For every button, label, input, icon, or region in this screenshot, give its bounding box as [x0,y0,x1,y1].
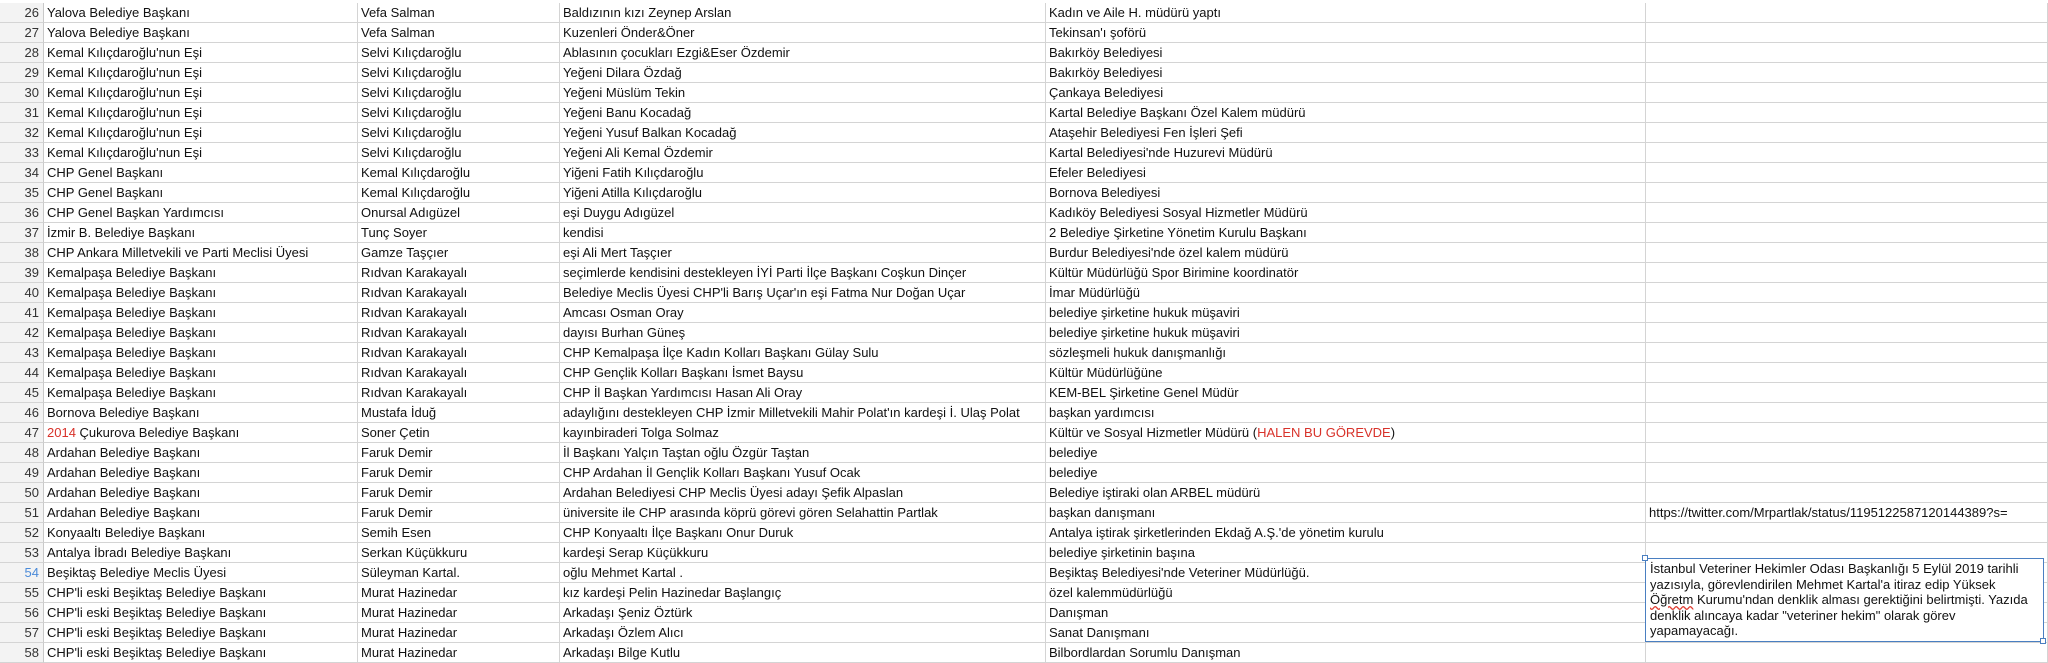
cell-e[interactable] [1646,643,2048,663]
cell-d[interactable] [1046,423,1646,443]
cell-e[interactable] [1646,483,2048,503]
cell-e[interactable]: https://twitter.com/Mrpartlak/status/1195122587120144389?s= [1646,503,2048,523]
resize-handle-top-left[interactable] [1642,555,1648,561]
cell-d[interactable]: Kartal Belediyesi'nde Huzurevi Müdürü [1046,143,1646,163]
cell-c[interactable]: Yeğeni Yusuf Balkan Kocadağ [560,123,1046,143]
cell-d[interactable]: Kültür Müdürlüğü Spor Birimine koordinatör [1046,263,1646,283]
cell-c[interactable]: kız kardeşi Pelin Hazinedar Başlangıç [560,583,1046,603]
cell-d[interactable]: Belediye iştiraki olan ARBEL müdürü [1046,483,1646,503]
row-header[interactable]: 51 [0,503,44,523]
cell-c[interactable]: seçimlerde kendisini destekleyen İYİ Parti İlçe Başkanı Coşkun Dinçer [560,263,1046,283]
cell-b[interactable]: Selvi Kılıçdaroğlu [358,63,560,83]
row-header[interactable]: 41 [0,303,44,323]
cell-b[interactable]: Süleyman Kartal. [358,563,560,583]
cell-a[interactable]: Kemal Kılıçdaroğlu'nun Eşi [44,63,358,83]
cell-e[interactable] [1646,183,2048,203]
row-header[interactable]: 35 [0,183,44,203]
cell-d[interactable]: Bakırköy Belediyesi [1046,43,1646,63]
cell-d[interactable]: Efeler Belediyesi [1046,163,1646,183]
cell-a[interactable]: CHP'li eski Beşiktaş Belediye Başkanı [44,623,358,643]
cell-b[interactable]: Soner Çetin [358,423,560,443]
table-row[interactable] [0,383,2048,403]
cell-c[interactable]: kardeşi Serap Küçükkuru [560,543,1046,563]
cell-e[interactable] [1646,463,2048,483]
cell-d[interactable]: İmar Müdürlüğü [1046,283,1646,303]
cell-e[interactable] [1646,303,2048,323]
row-header[interactable]: 34 [0,163,44,183]
cell-b[interactable]: Gamze Taşçıer [358,243,560,263]
cell-a[interactable]: CHP Genel Başkanı [44,163,358,183]
cell-e[interactable] [1646,363,2048,383]
cell-c[interactable]: CHP Ardahan İl Gençlik Kolları Başkanı Yusuf Ocak [560,463,1046,483]
cell-c[interactable]: oğlu Mehmet Kartal . [560,563,1046,583]
cell-d[interactable]: sözleşmeli hukuk danışmanlığı [1046,343,1646,363]
table-row[interactable] [0,223,2048,243]
status-highlight: HALEN BU GÖREVDE [1257,425,1391,440]
comment-text-start: İstanbul Veteriner Hekimler Odası Başkanlığı 5 Eylül 2019 tarihli yazısıyla, görevlendirilen Mehmet Kartal'a itiraz edip Yüksek [1650,561,2019,592]
cell-e[interactable] [1646,243,2048,263]
table-row[interactable] [0,3,2048,23]
cell-a[interactable]: Ardahan Belediye Başkanı [44,503,358,523]
cell-d[interactable]: Çankaya Belediyesi [1046,83,1646,103]
cell-d[interactable]: belediye şirketine hukuk müşaviri [1046,303,1646,323]
resize-handle-bottom-right[interactable] [2040,638,2046,644]
table-row[interactable] [0,423,2048,443]
cell-a[interactable]: Beşiktaş Belediye Meclis Üyesi [44,563,358,583]
cell-b[interactable]: Selvi Kılıçdaroğlu [358,103,560,123]
cell-a[interactable]: Kemalpaşa Belediye Başkanı [44,363,358,383]
cell-e[interactable] [1646,223,2048,243]
cell-d[interactable]: belediye [1046,443,1646,463]
cell-a[interactable]: Kemalpaşa Belediye Başkanı [44,323,358,343]
cell-c[interactable]: Arkadaşı Bilge Kutlu [560,643,1046,663]
row-header[interactable]: 49 [0,463,44,483]
cell-d[interactable]: Ataşehir Belediyesi Fen İşleri Şefi [1046,123,1646,143]
row-header[interactable]: 28 [0,43,44,63]
cell-c[interactable]: İl Başkanı Yalçın Taştan oğlu Özgür Taştan [560,443,1046,463]
cell-e[interactable] [1646,123,2048,143]
table-row[interactable] [0,463,2048,483]
cell-c[interactable]: Yiğeni Atilla Kılıçdaroğlu [560,183,1046,203]
cell-text: Kültür ve Sosyal Hizmetler Müdürü ( [1049,425,1258,440]
cell-e[interactable] [1646,343,2048,363]
table-row[interactable] [0,103,2048,123]
cell-d[interactable]: özel kalemmüdürlüğü [1046,583,1646,603]
cell-b[interactable]: Faruk Demir [358,443,560,463]
cell-b[interactable]: Faruk Demir [358,503,560,523]
cell-e[interactable] [1646,63,2048,83]
cell-c[interactable]: Kuzenleri Önder&Öner [560,23,1046,43]
cell-c[interactable]: kayınbiraderi Tolga Solmaz [560,423,1046,443]
table-row[interactable] [0,363,2048,383]
cell-e[interactable] [1646,523,2048,543]
cell-d[interactable]: belediye şirketine hukuk müşaviri [1046,323,1646,343]
cell-a[interactable]: CHP Genel Başkan Yardımcısı [44,203,358,223]
table-row[interactable] [0,43,2048,63]
cell-comment-editor[interactable] [1645,558,2044,642]
cell-b[interactable]: Rıdvan Karakayalı [358,323,560,343]
misspelled-word: Öğretm [1650,592,1694,607]
cell-c[interactable]: üniversite ile CHP arasında köprü görevi gören Selahattin Partlak [560,503,1046,523]
row-header[interactable]: 30 [0,83,44,103]
cell-a[interactable]: Ardahan Belediye Başkanı [44,483,358,503]
cell-b[interactable]: Rıdvan Karakayalı [358,283,560,303]
row-header[interactable]: 54 [0,563,44,583]
cell-c[interactable]: CHP Konyaaltı İlçe Başkanı Onur Duruk [560,523,1046,543]
cell-b[interactable]: Kemal Kılıçdaroğlu [358,163,560,183]
cell-b[interactable]: Selvi Kılıçdaroğlu [358,83,560,103]
cell-b[interactable]: Semih Esen [358,523,560,543]
cell-b[interactable]: Onursal Adıgüzel [358,203,560,223]
cell-d[interactable]: Sanat Danışmanı [1046,623,1646,643]
cell-c[interactable]: Arkadaşı Özlem Alıcı [560,623,1046,643]
cell-b[interactable]: Rıdvan Karakayalı [358,343,560,363]
cell-e[interactable] [1646,83,2048,103]
table-row[interactable] [0,443,2048,463]
cell-a[interactable]: Yalova Belediye Başkanı [44,23,358,43]
cell-b[interactable]: Mustafa İduğ [358,403,560,423]
table-row[interactable] [0,403,2048,423]
cell-d[interactable]: Tekinsan'ı şoförü [1046,23,1646,43]
cell-d[interactable]: Burdur Belediyesi'nde özel kalem müdürü [1046,243,1646,263]
cell-b[interactable]: Selvi Kılıçdaroğlu [358,123,560,143]
cell-c[interactable]: Belediye Meclis Üyesi CHP'li Barış Uçar'ın eşi Fatma Nur Doğan Uçar [560,283,1046,303]
cell-b[interactable]: Selvi Kılıçdaroğlu [358,143,560,163]
cell-b[interactable]: Serkan Küçükkuru [358,543,560,563]
table-row[interactable] [0,503,2048,523]
cell-c[interactable]: Yeğeni Ali Kemal Özdemir [560,143,1046,163]
cell-e[interactable] [1646,203,2048,223]
cell-a[interactable]: Kemalpaşa Belediye Başkanı [44,263,358,283]
cell-a[interactable]: İzmir B. Belediye Başkanı [44,223,358,243]
cell-b[interactable]: Rıdvan Karakayalı [358,383,560,403]
cell-d[interactable]: Kartal Belediye Başkanı Özel Kalem müdürü [1046,103,1646,123]
cell-e[interactable] [1646,403,2048,423]
row-header[interactable]: 57 [0,623,44,643]
row-header[interactable]: 39 [0,263,44,283]
row-header[interactable]: 37 [0,223,44,243]
row-header[interactable]: 53 [0,543,44,563]
cell-a[interactable]: Kemal Kılıçdaroğlu'nun Eşi [44,43,358,63]
cell-b[interactable]: Selvi Kılıçdaroğlu [358,43,560,63]
cell-a[interactable]: Antalya İbradı Belediye Başkanı [44,543,358,563]
table-row[interactable] [0,123,2048,143]
row-header[interactable]: 50 [0,483,44,503]
cell-a[interactable]: CHP Ankara Milletvekili ve Parti Meclisi Üyesi [44,243,358,263]
table-row[interactable] [0,343,2048,363]
cell-d[interactable]: başkan danışmanı [1046,503,1646,523]
table-row[interactable] [0,283,2048,303]
row-header[interactable]: 33 [0,143,44,163]
cell-b[interactable]: Faruk Demir [358,483,560,503]
cell-c[interactable]: CHP Kemalpaşa İlçe Kadın Kolları Başkanı Gülay Sulu [560,343,1046,363]
cell-a[interactable]: Kemal Kılıçdaroğlu'nun Eşi [44,123,358,143]
cell-a[interactable]: Ardahan Belediye Başkanı [44,443,358,463]
table-row[interactable] [0,23,2048,43]
cell-a[interactable]: CHP'li eski Beşiktaş Belediye Başkanı [44,643,358,663]
table-row[interactable] [0,643,2048,663]
cell-c[interactable]: Ablasının çocukları Ezgi&Eser Özdemir [560,43,1046,63]
cell-a[interactable]: Yalova Belediye Başkanı [44,3,358,23]
cell-c[interactable]: Baldızının kızı Zeynep Arslan [560,3,1046,23]
table-row[interactable] [0,63,2048,83]
row-header[interactable]: 26 [0,3,44,23]
cell-b[interactable]: Murat Hazinedar [358,583,560,603]
row-header[interactable]: 45 [0,383,44,403]
cell-a[interactable]: Konyaaltı Belediye Başkanı [44,523,358,543]
cell-b[interactable]: Rıdvan Karakayalı [358,363,560,383]
cell-d[interactable]: belediye şirketinin başına [1046,543,1646,563]
cell-c[interactable]: Yeğeni Müslüm Tekin [560,83,1046,103]
table-row[interactable] [0,163,2048,183]
row-header[interactable]: 56 [0,603,44,623]
cell-e[interactable] [1646,443,2048,463]
cell-b[interactable]: Murat Hazinedar [358,623,560,643]
cell-c[interactable]: adaylığını destekleyen CHP İzmir Milletvekili Mahir Polat'ın kardeşi İ. Ulaş Polat [560,403,1046,423]
cell-e[interactable] [1646,283,2048,303]
cell-d[interactable]: Beşiktaş Belediyesi'nde Veteriner Müdürlüğü. [1046,563,1646,583]
cell-d[interactable]: başkan yardımcısı [1046,403,1646,423]
cell-c[interactable]: CHP İl Başkan Yardımcısı Hasan Ali Oray [560,383,1046,403]
cell-c[interactable]: eşi Ali Mert Taşçıer [560,243,1046,263]
cell-a[interactable]: Kemal Kılıçdaroğlu'nun Eşi [44,103,358,123]
cell-a[interactable]: Kemal Kılıçdaroğlu'nun Eşi [44,143,358,163]
cell-d[interactable]: Bakırköy Belediyesi [1046,63,1646,83]
year-highlight: 2014 [47,425,76,440]
cell-e[interactable] [1646,143,2048,163]
cell-c[interactable]: CHP Gençlik Kolları Başkanı İsmet Baysu [560,363,1046,383]
cell-b[interactable]: Rıdvan Karakayalı [358,263,560,283]
cell-text: Çukurova Belediye Başkanı [75,425,240,440]
row-header[interactable]: 42 [0,323,44,343]
cell-b[interactable]: Kemal Kılıçdaroğlu [358,183,560,203]
table-row[interactable] [0,303,2048,323]
table-row[interactable] [0,83,2048,103]
cell-b[interactable]: Murat Hazinedar [358,643,560,663]
cell-d[interactable]: Kadın ve Aile H. müdürü yaptı [1046,3,1646,23]
cell-c[interactable]: Yeğeni Dilara Özdağ [560,63,1046,83]
cell-a[interactable]: Kemalpaşa Belediye Başkanı [44,383,358,403]
cell-e[interactable] [1646,163,2048,183]
cell-d[interactable]: Bornova Belediyesi [1046,183,1646,203]
row-header[interactable]: 55 [0,583,44,603]
row-header[interactable]: 40 [0,283,44,303]
cell-a[interactable]: Kemalpaşa Belediye Başkanı [44,283,358,303]
cell-c[interactable]: dayısı Burhan Güneş [560,323,1046,343]
cell-e[interactable] [1646,423,2048,443]
cell-d[interactable]: Antalya iştirak şirketlerinden Ekdağ A.Ş.'de yönetim kurulu [1046,523,1646,543]
cell-d[interactable]: Danışman [1046,603,1646,623]
cell-b[interactable]: Tunç Soyer [358,223,560,243]
table-row[interactable] [0,523,2048,543]
cell-b[interactable]: Vefa Salman [358,3,560,23]
cell-c[interactable]: kendisi [560,223,1046,243]
row-header[interactable]: 47 [0,423,44,443]
table-row[interactable] [0,183,2048,203]
cell-e[interactable] [1646,263,2048,283]
row-header[interactable]: 52 [0,523,44,543]
table-row[interactable] [0,263,2048,283]
cell-a[interactable]: CHP'li eski Beşiktaş Belediye Başkanı [44,603,358,623]
table-row[interactable] [0,323,2048,343]
row-header[interactable]: 32 [0,123,44,143]
row-header[interactable]: 46 [0,403,44,423]
table-row[interactable] [0,243,2048,263]
cell-d[interactable]: 2 Belediye Şirketine Yönetim Kurulu Başkanı [1046,223,1646,243]
cell-c[interactable]: Yiğeni Fatih Kılıçdaroğlu [560,163,1046,183]
cell-c[interactable]: Yeğeni Banu Kocadağ [560,103,1046,123]
row-header[interactable]: 36 [0,203,44,223]
cell-a[interactable] [44,423,358,443]
cell-d[interactable]: belediye [1046,463,1646,483]
cell-d[interactable]: Kadıköy Belediyesi Sosyal Hizmetler Müdürü [1046,203,1646,223]
row-header[interactable]: 38 [0,243,44,263]
cell-e[interactable] [1646,103,2048,123]
cell-d[interactable]: Kültür Müdürlüğüne [1046,363,1646,383]
cell-c[interactable]: eşi Duygu Adıgüzel [560,203,1046,223]
comment-text-end: Kurumu'ndan denklik alması gerektiğini belirtmişti. Yazıda denklik alıncaya kadar "veteriner hekim" olarak görev yapamayacağı. [1650,592,2028,638]
row-header[interactable]: 27 [0,23,44,43]
cell-a[interactable]: Ardahan Belediye Başkanı [44,463,358,483]
cell-b[interactable]: Faruk Demir [358,463,560,483]
cell-c[interactable]: Ardahan Belediyesi CHP Meclis Üyesi adayı Şefik Alpaslan [560,483,1046,503]
cell-e[interactable] [1646,43,2048,63]
table-row[interactable] [0,143,2048,163]
row-header[interactable]: 29 [0,63,44,83]
table-row[interactable] [0,203,2048,223]
cell-a[interactable]: Bornova Belediye Başkanı [44,403,358,423]
cell-a[interactable]: Kemalpaşa Belediye Başkanı [44,303,358,323]
cell-b[interactable]: Vefa Salman [358,23,560,43]
cell-a[interactable]: CHP Genel Başkanı [44,183,358,203]
cell-b[interactable]: Murat Hazinedar [358,603,560,623]
cell-e[interactable] [1646,383,2048,403]
cell-a[interactable]: Kemal Kılıçdaroğlu'nun Eşi [44,83,358,103]
cell-d[interactable]: KEM-BEL Şirketine Genel Müdür [1046,383,1646,403]
cell-c[interactable]: Arkadaşı Şeniz Öztürk [560,603,1046,623]
cell-text-suffix: ) [1390,425,1396,440]
cell-e[interactable] [1646,323,2048,343]
row-header[interactable]: 58 [0,643,44,663]
cell-a[interactable]: Kemalpaşa Belediye Başkanı [44,343,358,363]
cell-c[interactable]: Amcası Osman Oray [560,303,1046,323]
row-header[interactable]: 31 [0,103,44,123]
cell-d[interactable]: Bilbordlardan Sorumlu Danışman [1046,643,1646,663]
table-row[interactable] [0,483,2048,503]
cell-e[interactable] [1646,3,2048,23]
cell-b[interactable]: Rıdvan Karakayalı [358,303,560,323]
cell-a[interactable]: CHP'li eski Beşiktaş Belediye Başkanı [44,583,358,603]
row-header[interactable]: 43 [0,343,44,363]
cell-e[interactable] [1646,23,2048,43]
row-header[interactable]: 48 [0,443,44,463]
row-header[interactable]: 44 [0,363,44,383]
